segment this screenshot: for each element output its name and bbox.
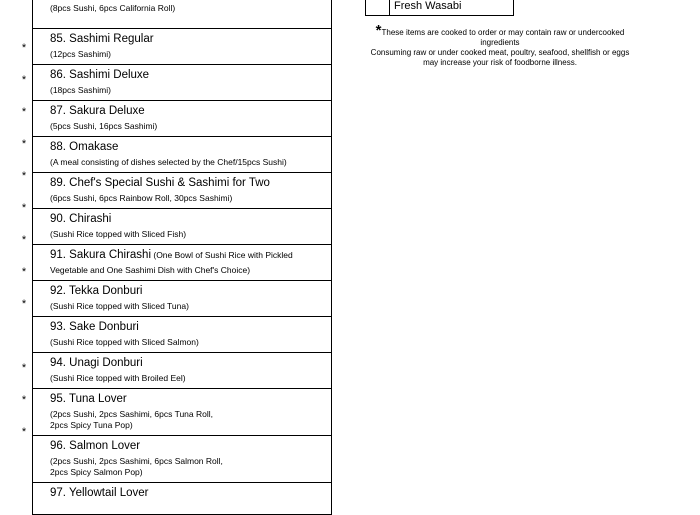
menu-item-name: 88. Omakase: [50, 141, 119, 153]
menu-item-cell: [33, 137, 332, 173]
raw-item-star: *: [21, 202, 27, 214]
disclaimer-line-2: Consuming raw or under cooked meat, poultry, seafood, shellfish or eggs: [370, 48, 630, 57]
menu-item-row: [33, 245, 332, 281]
raw-item-star: *: [21, 394, 27, 406]
menu-item-name: 89. Chef's Special Sushi & Sashimi for Two: [50, 177, 270, 189]
raw-item-star: *: [21, 42, 27, 54]
menu-item-desc: (Sushi Rice topped with Sliced Tuna): [50, 301, 189, 311]
menu-item-desc: (2pcs Sushi, 2pcs Sashimi, 6pcs Tuna Roll, 2pcs Spicy Tuna Pop): [50, 409, 213, 430]
menu-item-row: [33, 65, 332, 101]
menu-item-row: [33, 483, 332, 515]
disclaimer-line-1: [362, 22, 638, 48]
menu-table: [32, 0, 332, 515]
menu-item-cell: [33, 0, 332, 29]
menu-item-row: [33, 101, 332, 137]
raw-item-star: *: [21, 234, 27, 246]
menu-item-cell: [33, 245, 332, 281]
menu-item-cell: [33, 173, 332, 209]
menu-item-row: [33, 353, 332, 389]
menu-item-cell: [33, 281, 332, 317]
raw-item-star: *: [21, 74, 27, 86]
menu-item-cell: [33, 209, 332, 245]
menu-item-row: [33, 281, 332, 317]
menu-item-desc: (6pcs Sushi, 6pcs Rainbow Roll, 30pcs Sashimi): [50, 193, 233, 203]
menu-item-desc: (Sushi Rice topped with Sliced Fish): [50, 229, 187, 239]
wasabi-marker-cell: [366, 0, 390, 16]
menu-item-row: [33, 137, 332, 173]
menu-item-row: [33, 0, 332, 29]
menu-item-desc: (5pcs Sushi, 16pcs Sashimi): [50, 121, 158, 131]
menu-item-desc: (2pcs Sushi, 2pcs Sashimi, 6pcs Salmon Roll, 2pcs Spicy Salmon Pop): [50, 456, 223, 477]
menu-item-cell: [33, 483, 332, 515]
menu-item-cell: [33, 317, 332, 353]
menu-item-name: 97. Yellowtail Lover: [50, 487, 149, 499]
menu-item-name: 86. Sashimi Deluxe: [50, 69, 150, 81]
menu-item-name: 94. Unagi Donburi: [50, 357, 143, 369]
raw-item-star: *: [21, 362, 27, 374]
disclaimer-text-1: These items are cooked to order or may contain raw or undercooked ingredients: [381, 28, 625, 47]
menu-item-row: [33, 209, 332, 245]
menu-item-name: 92. Tekka Donburi: [50, 285, 143, 297]
raw-item-star: *: [21, 106, 27, 118]
menu-item-cell: [33, 101, 332, 137]
menu-item-name: 91. Sakura Chirashi (One Bowl of Sushi Rice with Pickled: [50, 249, 293, 261]
menu-item-name: 85. Sashimi Regular: [50, 33, 154, 45]
disclaimer: [362, 22, 638, 68]
menu-item-name: 87. Sakura Deluxe: [50, 105, 145, 117]
menu-item-cell: [33, 436, 332, 483]
wasabi-row: [366, 0, 514, 16]
menu-item-desc: (A meal consisting of dishes selected by the Chef/15pcs Sushi): [50, 157, 287, 167]
menu-item-name: 95. Tuna Lover: [50, 393, 127, 405]
wasabi-label: Fresh Wasabi: [390, 0, 514, 16]
menu-item-desc: (12pcs Sashimi): [50, 49, 111, 59]
raw-item-star: *: [21, 138, 27, 150]
menu-item-desc: (Sushi Rice topped with Sliced Salmon): [50, 337, 199, 347]
raw-item-star: *: [21, 298, 27, 310]
menu-item-cell: [33, 65, 332, 101]
menu-item-row: [33, 173, 332, 209]
menu-item-inline-desc: (One Bowl of Sushi Rice with Pickled: [151, 250, 293, 260]
disclaimer-star: *: [375, 22, 382, 39]
menu-item-cell: [33, 389, 332, 436]
menu-item-cell: [33, 353, 332, 389]
menu-item-desc: Vegetable and One Sashimi Dish with Chef's Choice): [50, 265, 251, 275]
menu-item-row: [33, 436, 332, 483]
raw-item-star: *: [21, 426, 27, 438]
raw-item-star: *: [21, 170, 27, 182]
menu-item-cell: [33, 29, 332, 65]
menu-item-desc: (18pcs Sashimi): [50, 85, 111, 95]
menu-item-desc: (Sushi Rice topped with Broiled Eel): [50, 373, 186, 383]
raw-item-star: *: [21, 266, 27, 278]
disclaimer-line-3: may increase your risk of foodborne illness.: [423, 58, 577, 67]
menu-item-row: [33, 29, 332, 65]
menu-item-row: [33, 389, 332, 436]
menu-item-desc: (8pcs Sushi, 6pcs California Roll): [50, 3, 176, 13]
menu-body: [33, 0, 332, 515]
menu-item-row: [33, 317, 332, 353]
menu-item-name: 96. Salmon Lover: [50, 440, 141, 452]
menu-item-name: 90. Chirashi: [50, 213, 112, 225]
menu-item-name: 93. Sake Donburi: [50, 321, 139, 333]
wasabi-table: [365, 0, 514, 16]
